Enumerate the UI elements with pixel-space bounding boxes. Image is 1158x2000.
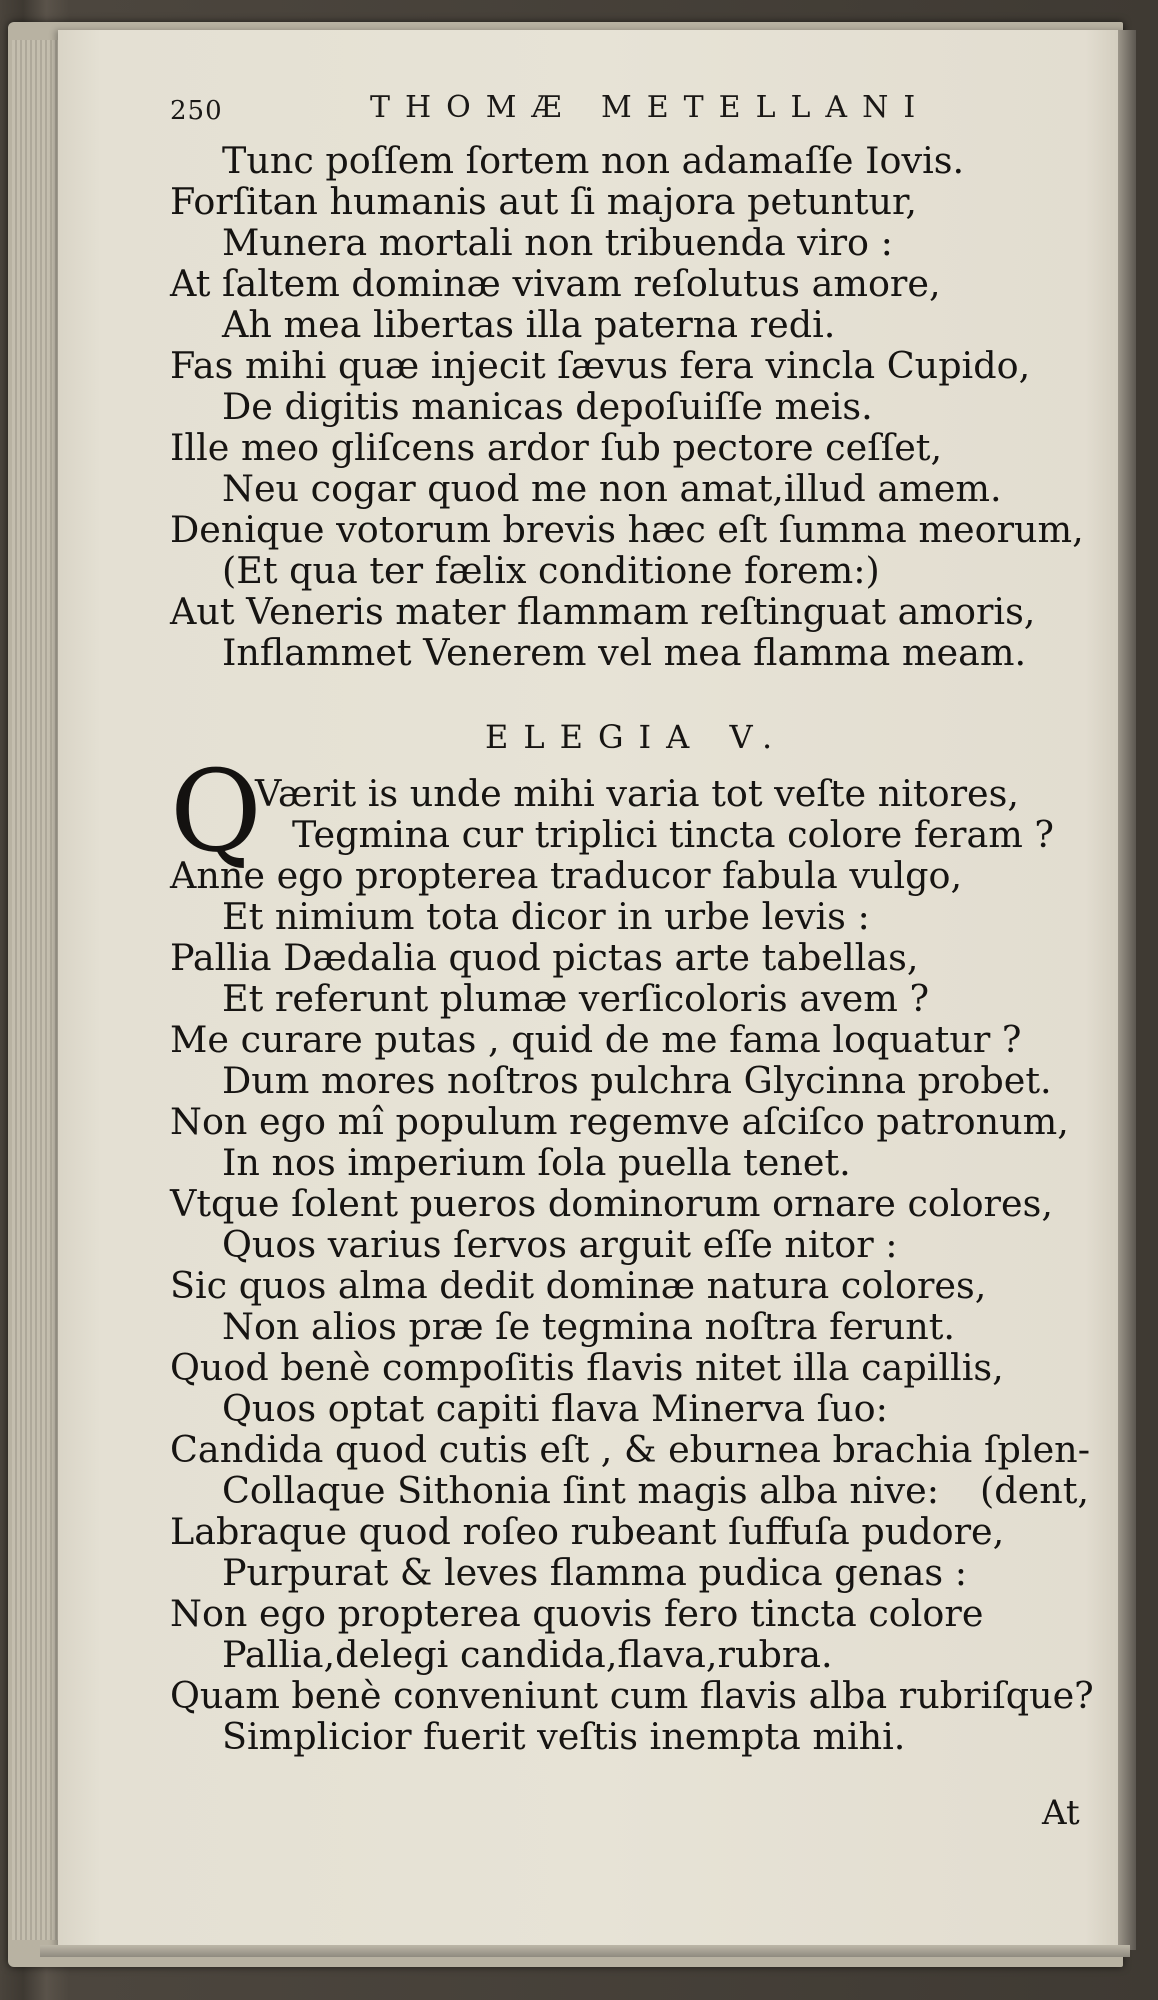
verse-line: Purpurat & leves flamma pudica genas : xyxy=(222,1551,968,1594)
verse-line: De digitis manicas depoſuiſſe meis. xyxy=(222,385,873,428)
verse-line: Pallia Dædalia quod pictas arte tabellas, xyxy=(170,936,919,979)
verse-line: Fas mihi quæ injecit ſævus fera vincla Cupido, xyxy=(170,344,1031,387)
verse-line: Simplicior fuerit veſtis inempta mihi. xyxy=(222,1715,906,1758)
verse-line: Collaque Sithonia ſint magis alba nive: xyxy=(222,1469,940,1512)
verse-line: Inflammet Venerem vel mea flamma meam. xyxy=(222,631,1027,674)
verse-line: In nos imperium ſola puella tenet. xyxy=(222,1141,851,1184)
verse-line: Quos varius ſervos arguit eſſe nitor : xyxy=(222,1223,898,1266)
verse-line: Munera mortali non tribuenda viro : xyxy=(222,221,893,264)
running-head: THOMÆ METELLANI xyxy=(370,90,931,125)
catchword: At xyxy=(1042,1793,1080,1833)
verse-line: Labraque quod roſeo rubeant ſuffuſa pudore, xyxy=(170,1510,1005,1553)
drop-cap: Q xyxy=(170,747,262,877)
verse-line: Tegmina cur triplici tincta colore feram ? xyxy=(292,813,1054,856)
verse-line: Ah mea libertas illa paterna redi. xyxy=(222,303,836,346)
verse-line: Quod benè compoſitis flavis nitet illa capillis, xyxy=(170,1346,1004,1389)
verse-line: Pallia,delegi candida,flava,rubra. xyxy=(222,1633,833,1676)
verse-line: (Et qua ter fælix conditione forem:) xyxy=(222,549,880,592)
verse-line: Quos optat capiti flava Minerva ſuo: xyxy=(222,1387,888,1430)
verse-line: Non ego mî populum regemve aſciſco patronum, xyxy=(170,1100,1069,1143)
carry-over-text: (dent, xyxy=(980,1469,1089,1512)
verse-line: Tunc poſſem ſortem non adamaſſe Iovis. xyxy=(222,139,965,182)
verse-line: Et nimium tota dicor in urbe levis : xyxy=(222,895,870,938)
page-right-edge xyxy=(1118,30,1136,1950)
verse-line: Sic quos alma dedit dominæ natura colores, xyxy=(170,1264,987,1307)
page-leaf-edges xyxy=(12,40,58,1940)
verse-line: Me curare putas , quid de me fama loquatur ? xyxy=(170,1018,1022,1061)
verse-line: Forſitan humanis aut ſi majora petuntur, xyxy=(170,180,918,223)
verse-line: Værit is unde mihi varia tot veſte nitores, xyxy=(255,772,1019,815)
verse-line: At ſaltem dominæ vivam reſolutus amore, xyxy=(170,262,941,305)
verse-line: Quam benè conveniunt cum flavis alba rubriſque? xyxy=(170,1674,1094,1717)
verse-line: Dum mores noſtros pulchra Glycinna probet. xyxy=(222,1059,1052,1102)
verse-line: Candida quod cutis eſt , & eburnea brachia ſplen- xyxy=(170,1428,1091,1471)
verse-line: Denique votorum brevis hæc eſt ſumma meorum, xyxy=(170,508,1084,551)
elegy-title: ELEGIA V. xyxy=(485,718,788,756)
verse-line: Anne ego propterea traducor fabula vulgo, xyxy=(170,854,963,897)
verse-line: Non alios præ ſe tegmina noſtra ferunt. xyxy=(222,1305,955,1348)
verse-line: Aut Veneris mater flammam reſtinguat amoris, xyxy=(170,590,1036,633)
page-bottom-edge xyxy=(40,1945,1130,1957)
page-number: 250 xyxy=(170,96,223,126)
verse-line: Vtque ſolent pueros dominorum ornare colores, xyxy=(170,1182,1053,1225)
verse-line: Non ego propterea quovis fero tincta colore xyxy=(170,1592,984,1635)
verse-line: Et referunt plumæ verſicoloris avem ? xyxy=(222,977,930,1020)
verse-line: Neu cogar quod me non amat,illud amem. xyxy=(222,467,1002,510)
verse-line: Ille meo gliſcens ardor ſub pectore ceſſet, xyxy=(170,426,943,469)
